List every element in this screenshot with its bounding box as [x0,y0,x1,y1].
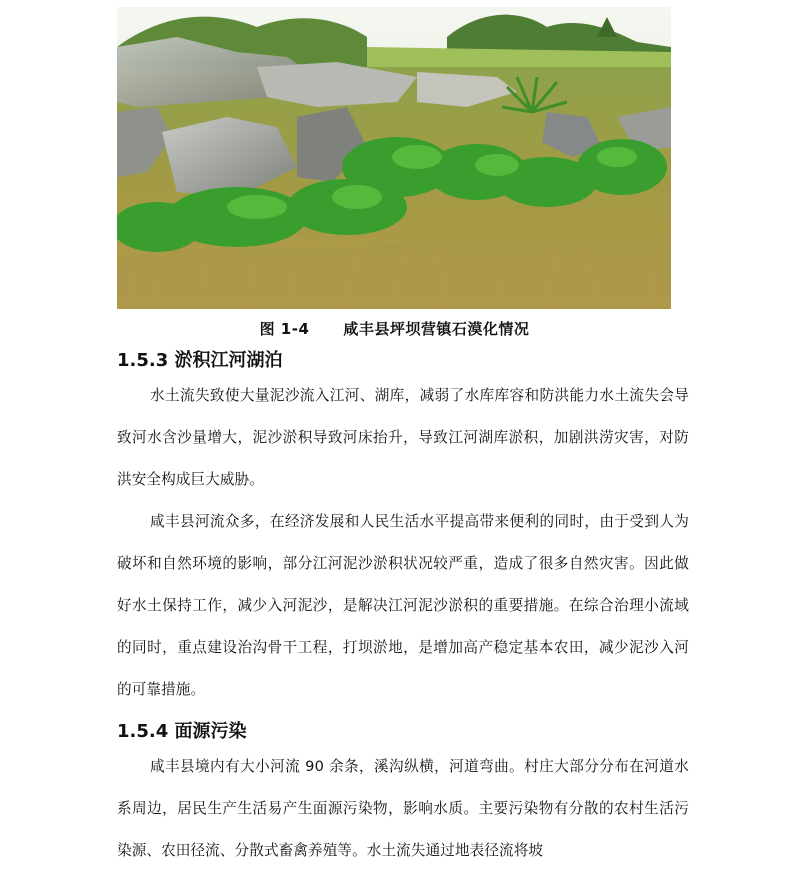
paragraph-sediment-2: 咸丰县河流众多，在经济发展和人民生活水平提高带来便利的同时，由于受到人为破坏和自然环境的影响，部分江河泥沙淤积状况较严重，造成了很多自然灾害。因此做好水土保持工作，减少入河泥沙，是解决江河泥沙淤积的重要措施。在综合治理小流域的同时，重点建设治沟骨干工程，打坝淤地，是增加高产稳定基本农田，减少泥沙入河的可靠措施。 [117,513,689,698]
paragraph-nonpoint-pollution: 咸丰县境内有大小河流 90 余条，溪沟纵横，河道弯曲。村庄大部分分布在河道水系周边，居民生产生活易产生面源污染物，影响水质。主要污染物有分散的农村生活污染源、农田径流、分散式畜禽养殖等。水土流失通过地表径流将坡 [117,758,689,859]
section-heading-1-5-4: 1.5.4 面源污染 [117,721,247,742]
paragraph-sediment-1: 水土流失致使大量泥沙流入江河、湖库，减弱了水库库容和防洪能力水土流失会导致河水含沙量增大，泥沙淤积导致河床抬升，导致江河湖库淤积，加剧洪涝灾害，对防洪安全构成巨大威胁。 [117,387,689,488]
figure-number: 图 1-4 [259,320,310,338]
figure-caption-text: 咸丰县坪坝营镇石漠化情况 [343,320,530,338]
karst-landscape-photo [117,7,671,309]
section-heading-1-5-3: 1.5.3 淤积江河湖泊 [117,350,283,371]
figure-caption [0,318,789,339]
